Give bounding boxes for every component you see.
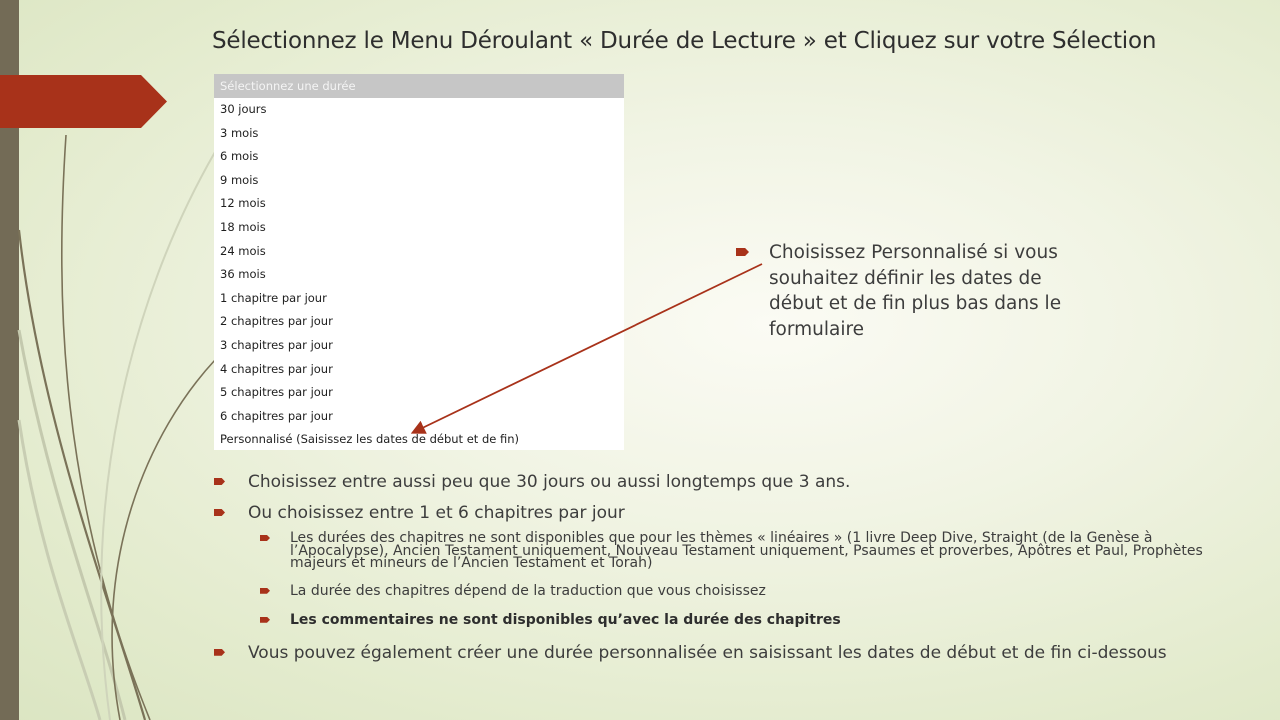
arrow-bullet-icon bbox=[260, 535, 270, 541]
sub-bullet-item-bold bbox=[260, 612, 1234, 628]
bullet-text: Vous pouvez également créer une durée personnalisée en saisissant les dates de début et de fin ci-dessous bbox=[248, 642, 1167, 663]
dropdown-option[interactable]: 30 jours bbox=[220, 102, 267, 116]
dropdown-option[interactable]: 6 chapitres par jour bbox=[220, 408, 333, 423]
callout-text: Choisissez Personnalisé si vous souhaitez définir les dates de début et de fin plus bas dans le formulaire bbox=[769, 242, 1062, 340]
dropdown-option[interactable]: 9 mois bbox=[220, 172, 259, 187]
arrow-bullet-icon bbox=[260, 588, 270, 594]
dropdown-option[interactable]: 36 mois bbox=[220, 267, 266, 282]
sub-bullet-text: Les commentaires ne sont disponibles qu’avec la durée des chapitres bbox=[290, 611, 841, 628]
sub-bullet-item bbox=[260, 532, 1234, 570]
dropdown-option[interactable]: 24 mois bbox=[220, 243, 266, 258]
arrow-bullet-icon bbox=[736, 248, 749, 256]
bullet-text: Ou choisissez entre 1 et 6 chapitres par jour bbox=[248, 503, 625, 523]
dropdown-option[interactable]: 5 chapitres par jour bbox=[220, 385, 333, 400]
bullet-item bbox=[214, 641, 1234, 665]
dropdown-option[interactable]: 3 chapitres par jour bbox=[220, 337, 333, 352]
dropdown-option[interactable]: 6 mois bbox=[220, 149, 259, 164]
bullet-text: Choisissez entre aussi peu que 30 jours ou aussi longtemps que 3 ans. bbox=[248, 472, 851, 492]
dropdown-option-custom[interactable]: Personnalisé (Saisissez les dates de début et de fin) bbox=[220, 432, 519, 447]
dropdown-placeholder[interactable]: Sélectionnez une durée bbox=[214, 74, 624, 98]
dropdown-option[interactable]: 18 mois bbox=[220, 219, 266, 234]
arrow-bullet-icon bbox=[214, 478, 225, 485]
dropdown-option[interactable]: 4 chapitres par jour bbox=[220, 361, 333, 376]
dropdown-option[interactable]: 3 mois bbox=[220, 125, 259, 140]
sub-bullet-text: Les durées des chapitres ne sont disponibles que pour les thèmes « linéaires » (1 livre Deep Dive, Straight (de la Genèse à l’Apocalypse), Ancien Testament uniquement, Nouveau Testament uniquement, Psaumes et proverbes, Apôtres et Paul, Prophètes majeurs et mineurs de l’Ancien Testament et Torah) bbox=[290, 530, 1203, 572]
arrow-bullet-icon bbox=[214, 509, 225, 516]
title-arrow-shape bbox=[0, 75, 167, 128]
arrow-bullet-icon bbox=[260, 617, 270, 623]
dropdown-option[interactable]: 2 chapitres par jour bbox=[220, 314, 333, 329]
duration-dropdown[interactable] bbox=[214, 74, 624, 450]
bullet-item bbox=[214, 470, 1234, 494]
callout-note bbox=[736, 240, 1096, 342]
sub-bullet-item bbox=[260, 583, 1234, 599]
dropdown-option[interactable]: 12 mois bbox=[220, 196, 266, 211]
dropdown-option[interactable]: 1 chapitre par jour bbox=[220, 290, 327, 305]
slide-title: Sélectionnez le Menu Déroulant « Durée de Lecture » et Cliquez sur votre Sélection bbox=[212, 28, 1157, 54]
arrow-bullet-icon bbox=[214, 649, 225, 656]
bullet-item bbox=[214, 501, 1234, 525]
sub-bullet-text: La durée des chapitres dépend de la traduction que vous choisissez bbox=[290, 582, 766, 599]
bullet-list bbox=[214, 470, 1234, 672]
